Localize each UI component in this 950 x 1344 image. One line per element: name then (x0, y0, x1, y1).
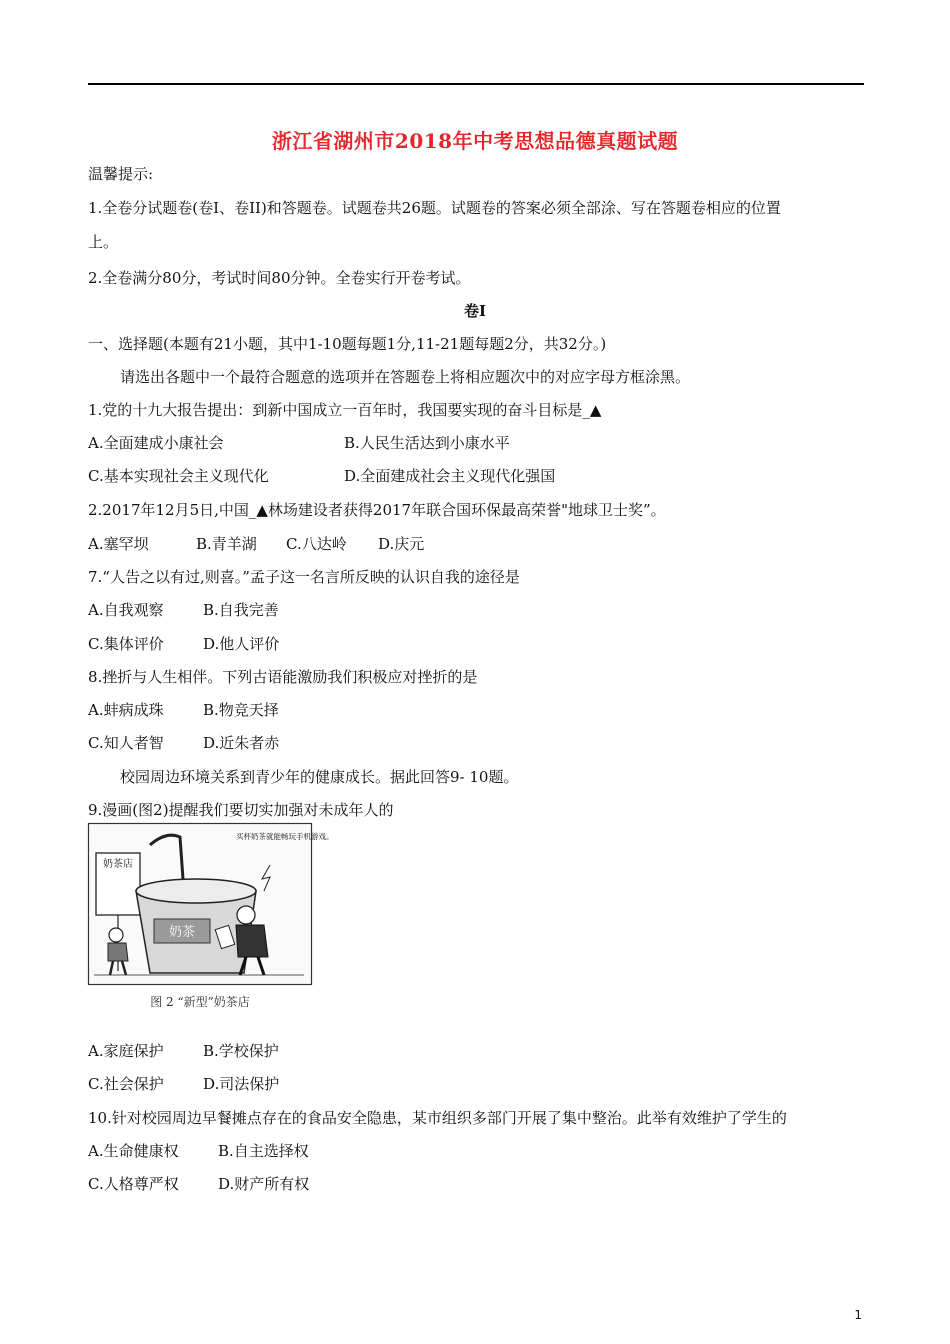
question-8-options-row-2 (88, 733, 279, 753)
page-title: 浙江省湖州市2018年中考思想品德真题试题 (271, 129, 679, 153)
section-title: 卷I (463, 302, 487, 320)
cup-label-text: 奶茶 (168, 925, 196, 940)
question-10-options-row-1 (88, 1141, 309, 1161)
question-2-stem: 2.2017年12月5日,中国_▲林场建设者获得2017年联合国环保最高荣誉"地球卫士奖”。 (88, 501, 666, 519)
tip-2: 2.全卷满分80分，考试时间80分钟。全卷实行开卷考试。 (88, 269, 471, 287)
question-7-options-row-2 (88, 634, 279, 654)
speech-text: 买杯奶茶就能畅玩手机游戏。 (236, 832, 334, 841)
option-1b: B.人民生活达到小康水平 (344, 434, 510, 452)
option-10a: A.生命健康权 (88, 1142, 179, 1160)
part1-heading: 一、选择题(本题有21小题，其中1-10题每题1分,11-21题每题2分，共32分。) (88, 335, 607, 353)
option-7b: B.自我完善 (203, 601, 279, 619)
option-1c: C.基本实现社会主义现代化 (88, 467, 269, 485)
question-1-stem: 1.党的十九大报告提出：到新中国成立一百年时，我国要实现的奋斗目标是_▲ (88, 401, 602, 419)
question-7-options-row-1 (88, 600, 279, 620)
page-number: 1 (854, 1308, 862, 1322)
question-1-options-row-1 (88, 433, 510, 453)
adult-body (236, 925, 268, 957)
question-9-options-row-2 (88, 1074, 279, 1094)
cup-lid (136, 879, 256, 903)
figure-caption: 图 2 “新型”奶茶店 (150, 995, 250, 1009)
shop-sign-text: 奶茶店 (103, 859, 133, 870)
option-1d: D.全面建成社会主义现代化强国 (344, 467, 556, 485)
option-7d: D.他人评价 (203, 635, 280, 653)
cartoon-illustration (88, 823, 334, 1018)
option-2d: D.庆元 (378, 535, 425, 553)
option-8c: C.知人者智 (88, 734, 164, 752)
question-8-options-row-1 (88, 700, 279, 720)
header-rule (88, 83, 864, 85)
question-9-options-row-1 (88, 1041, 279, 1061)
child-body (108, 943, 128, 961)
question-9-stem: 9.漫画(图2)提醒我们要切实加强对未成年人的 (88, 801, 394, 819)
question-7-stem: 7.“人告之以有过,则喜。”孟子这一名言所反映的认识自我的途径是 (88, 568, 520, 586)
option-10c: C.人格尊严权 (88, 1175, 179, 1193)
option-10b: B.自主选择权 (218, 1142, 309, 1160)
adult-head (237, 906, 255, 924)
option-2c: C.八达岭 (286, 535, 347, 553)
option-2a: A.塞罕坝 (88, 535, 149, 553)
option-7a: A.自我观察 (88, 601, 164, 619)
option-8a: A.蚌病成珠 (88, 701, 164, 719)
tip-1-line-2: 上。 (88, 233, 119, 251)
question-8-stem: 8.挫折与人生相伴。下列古语能激励我们积极应对挫折的是 (88, 668, 478, 686)
question-2-options (88, 534, 424, 554)
option-9d: D.司法保护 (203, 1075, 280, 1093)
question-10-stem: 10.针对校园周边早餐摊点存在的食品安全隐患，某市组织多部门开展了集中整治。此举有效维护了学生的 (88, 1109, 787, 1127)
tip-1-line-1: 1.全卷分试题卷(卷I、卷II)和答题卷。试题卷共26题。试题卷的答案必须全部涂、写在答题卷相应的位置 (88, 199, 781, 217)
cartoon-figure (88, 823, 334, 1018)
option-1a: A.全面建成小康社会 (88, 434, 224, 452)
context-9-10: 校园周边环境关系到青少年的健康成长。据此回答9- 10题。 (120, 768, 519, 786)
option-10d: D.财产所有权 (218, 1175, 310, 1193)
child-head (109, 928, 123, 942)
part1-instruction: 请选出各题中一个最符合题意的选项并在答题卷上将相应题次中的对应字母方框涂黑。 (120, 368, 691, 386)
tips-heading: 温馨提示: (88, 165, 154, 183)
option-8d: D.近朱者赤 (203, 734, 280, 752)
option-7c: C.集体评价 (88, 635, 164, 653)
option-8b: B.物竞天择 (203, 701, 279, 719)
option-9b: B.学校保护 (203, 1042, 279, 1060)
option-9c: C.社会保护 (88, 1075, 164, 1093)
option-9a: A.家庭保护 (88, 1042, 164, 1060)
question-1-options-row-2 (88, 466, 555, 486)
option-2b: B.青羊湖 (196, 535, 257, 553)
question-10-options-row-2 (88, 1174, 309, 1194)
